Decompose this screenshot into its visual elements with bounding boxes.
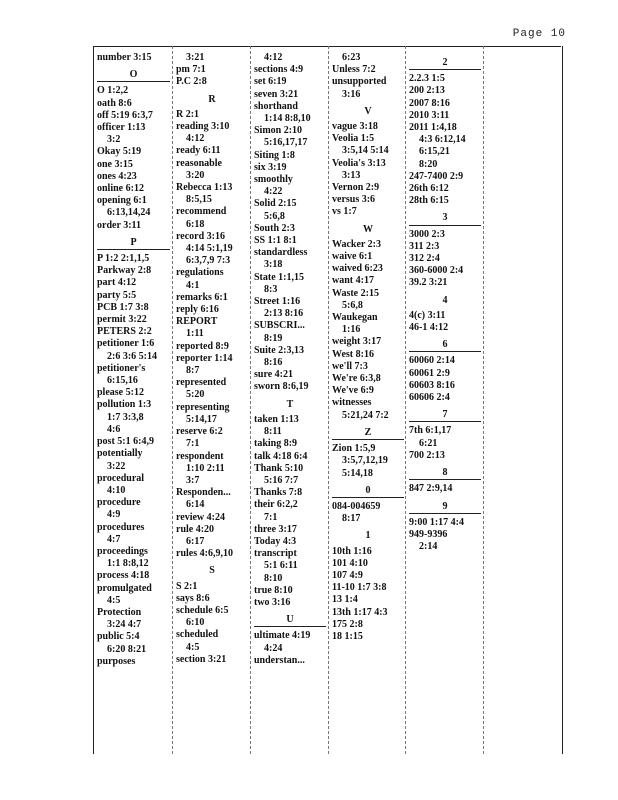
- index-entry-continuation: 4:5: [186, 641, 200, 653]
- index-entry: SUBSCRI...: [254, 320, 305, 332]
- index-entry: three 3:17: [254, 523, 297, 535]
- column-divider: [328, 46, 329, 754]
- index-entry: 13 1:4: [332, 594, 358, 606]
- index-entry: respondent: [176, 450, 224, 462]
- section-letter: W: [363, 223, 373, 235]
- index-entry: online 6:12: [97, 183, 144, 195]
- index-entry: remarks 6:1: [176, 291, 228, 303]
- section-letter: 7: [409, 409, 481, 422]
- index-entry: order 3:11: [97, 219, 141, 231]
- index-entry-continuation: 8:20: [419, 158, 438, 170]
- index-entry: 311 2:3: [409, 240, 440, 252]
- index-entry-continuation: 3:2: [107, 134, 121, 146]
- index-entry: procedural: [97, 472, 145, 484]
- index-entry-continuation: 3:16: [342, 88, 361, 100]
- index-entry-continuation: 4:12: [264, 52, 283, 63]
- index-entry: Unless 7:2: [332, 64, 376, 76]
- index-entry: scheduled: [176, 629, 219, 641]
- index-entry: taken 1:13: [254, 413, 299, 425]
- index-entry: petitioner 1:6: [97, 338, 155, 350]
- index-entry: party 5:5: [97, 289, 137, 301]
- index-entry: 4(c) 3:11: [409, 309, 446, 321]
- index-entry-continuation: 6:15,21: [419, 146, 450, 158]
- index-entry: Wacker 2:3: [332, 238, 381, 250]
- index-entry: representing: [176, 401, 230, 413]
- index-entry: PCB 1:7 3:8: [97, 301, 149, 313]
- index-entry-continuation: 8:16: [264, 357, 283, 369]
- index-entry: please 5:12: [97, 387, 144, 399]
- index-entry-continuation: 3:13: [342, 169, 361, 181]
- index-entry: Rebecca 1:13: [176, 182, 233, 194]
- index-entry: reply 6:16: [176, 304, 219, 316]
- index-entry-continuation: 3:21: [186, 52, 205, 63]
- index-entry: P 1:2 2:1,1,5: [97, 253, 150, 265]
- index-entry: seven 3:21: [254, 88, 299, 100]
- index-entry-continuation: 7:1: [264, 511, 278, 523]
- index-entry: Vernon 2:9: [332, 182, 380, 194]
- index-entry: potentially: [97, 448, 143, 460]
- index-entry-continuation: 5:20: [186, 389, 205, 401]
- index-entry-continuation: 8:19: [264, 332, 283, 344]
- index-entry: taking 8:9: [254, 438, 298, 450]
- index-entry: Responden...: [176, 487, 231, 499]
- index-entry: off 5:19 6:3,7: [97, 109, 153, 121]
- index-entry: We've 6:9: [332, 385, 374, 397]
- index-entry: their 6:2,2: [254, 499, 298, 511]
- index-entry: two 3:16: [254, 596, 291, 608]
- index-entry-continuation: 6:21: [419, 437, 438, 449]
- index-entry: 13th 1:17 4:3: [332, 606, 388, 618]
- index-entry: 60606 2:4: [409, 392, 450, 404]
- index-entry: 18 1:15: [332, 630, 363, 642]
- section-letter: O: [97, 69, 170, 82]
- index-entry: procedure: [97, 497, 141, 509]
- index-entry: rule 4:20: [176, 523, 215, 535]
- index-entry: Okay 5:19: [97, 146, 142, 158]
- index-entry-continuation: 1:11: [186, 328, 204, 340]
- section-letter: P: [97, 237, 170, 250]
- index-entry: 10th 1:16: [332, 545, 372, 557]
- index-entry: REPORT: [176, 316, 218, 328]
- index-entry-continuation: 8:11: [264, 426, 282, 438]
- index-entry-continuation: 4:24: [264, 642, 283, 654]
- index-entry: R 2:1: [176, 108, 200, 120]
- index-entry: part 4:12: [97, 277, 137, 289]
- index-entry: sworn 8:6,19: [254, 381, 309, 393]
- index-entry: 2010 3:11: [409, 109, 450, 121]
- index-entry: reserve 6:2: [176, 426, 223, 438]
- index-entry: true 8:10: [254, 584, 293, 596]
- index-entry: Waukegan: [332, 312, 378, 324]
- section-letter: 8: [409, 467, 481, 480]
- index-entry-continuation: 4:12: [186, 133, 205, 145]
- section-letter: 3: [409, 212, 481, 225]
- index-entry: section 3:21: [176, 653, 227, 665]
- index-entry: review 4:24: [176, 511, 225, 523]
- index-entry: versus 3:6: [332, 194, 376, 206]
- index-entry: Suite 2:3,13: [254, 344, 304, 356]
- index-entry: Parkway 2:8: [97, 265, 152, 277]
- section-letter: 2: [409, 57, 481, 70]
- index-entry-continuation: 8:17: [342, 513, 361, 525]
- index-entry-continuation: 4:6: [107, 423, 121, 435]
- index-entry-continuation: 5:14,18: [342, 467, 373, 479]
- index-column-2: [176, 52, 248, 666]
- column-divider: [405, 46, 406, 754]
- index-entry-continuation: 2:13 8:16: [264, 308, 304, 320]
- section-letter: 9: [409, 501, 481, 514]
- index-entry: pm 7:1: [176, 64, 206, 76]
- index-entry: regulations: [176, 267, 224, 279]
- index-entry: understan...: [254, 654, 305, 666]
- index-entry: waive 6:1: [332, 251, 373, 263]
- index-entry: sections 4:9: [254, 64, 304, 76]
- index-entry: schedule 6:5: [176, 604, 229, 616]
- index-entry-continuation: 4:5: [107, 594, 121, 606]
- index-entry: 60060 2:14: [409, 355, 455, 367]
- index-entry: 46-1 4:12: [409, 322, 449, 334]
- index-entry-continuation: 3:5,14 5:14: [342, 145, 389, 157]
- index-column-5: [409, 52, 481, 553]
- index-entry: recommend: [176, 206, 227, 218]
- index-entry: S 2:1: [176, 580, 198, 592]
- index-entry-continuation: 8:7: [186, 365, 200, 377]
- index-entry: post 5:1 6:4,9: [97, 436, 154, 448]
- index-entry: 847 2:9,14: [409, 483, 453, 495]
- column-divider: [250, 46, 251, 754]
- index-entry-continuation: 5:16 7:7: [264, 474, 299, 486]
- section-letter: T: [286, 398, 294, 410]
- index-entry: We're 6:3,8: [332, 373, 381, 385]
- index-entry: oath 8:6: [97, 97, 132, 109]
- section-letter: 4: [442, 294, 448, 306]
- index-column-3: [254, 52, 326, 667]
- index-entry: sure 4:21: [254, 369, 293, 381]
- section-letter: S: [209, 565, 215, 577]
- index-entry: proceedings: [97, 545, 148, 557]
- index-entry-continuation: 3:20: [186, 169, 205, 181]
- index-entry: 26th 6:12: [409, 183, 449, 195]
- index-entry-continuation: 6:23: [342, 52, 361, 63]
- index-entry: 107 4:9: [332, 569, 363, 581]
- index-entry-continuation: 2:14: [419, 541, 438, 553]
- index-entry-continuation: 3:5,7,12,19: [342, 455, 388, 467]
- column-divider: [483, 46, 484, 754]
- index-entry: Protection: [97, 606, 142, 618]
- index-entry: purposes: [97, 655, 136, 667]
- index-entry: 101 4:10: [332, 557, 368, 569]
- section-letter: 0: [332, 485, 404, 498]
- index-entry: want 4:17: [332, 275, 374, 287]
- index-entry-continuation: 1:16: [342, 324, 361, 336]
- index-entry-continuation: 4:22: [264, 186, 283, 198]
- index-entry: six 3:19: [254, 161, 287, 173]
- index-entry-continuation: 8:3: [264, 283, 278, 295]
- index-entry: SS 1:1 8:1: [254, 235, 297, 247]
- index-entry: transcript: [254, 548, 297, 560]
- index-entry: 084-004659: [332, 500, 381, 512]
- index-entry: waived 6:23: [332, 263, 383, 275]
- index-entry-continuation: 5:14,17: [186, 413, 217, 425]
- index-entry: 3000 2:3: [409, 228, 445, 240]
- section-letter: 1: [365, 530, 371, 542]
- index-entry: Today 4:3: [254, 535, 297, 547]
- index-entry-continuation: 6:10: [186, 617, 205, 629]
- index-entry: standardless: [254, 247, 308, 259]
- index-entry: Siting 1:8: [254, 149, 295, 161]
- index-column-1: [97, 52, 170, 668]
- index-entry: shorthand: [254, 100, 298, 112]
- index-entry-continuation: 4:10: [107, 484, 126, 496]
- index-entry: State 1:1,15: [254, 271, 304, 283]
- index-entry: rules 4:6,9,10: [176, 548, 233, 560]
- index-entry: one 3:15: [97, 158, 133, 170]
- index-entry: Simon 2:10: [254, 125, 303, 137]
- index-entry: says 8:6: [176, 592, 210, 604]
- index-entry-continuation: 5:6,8: [342, 299, 363, 311]
- index-entry: represented: [176, 377, 227, 389]
- index-entry: 60061 2:9: [409, 367, 450, 379]
- index-entry-continuation: 4:7: [107, 533, 121, 545]
- index-entry-continuation: 6:3,7,9 7:3: [186, 255, 231, 267]
- index-entry-continuation: 6:17: [186, 535, 205, 547]
- index-entry: petitioner's: [97, 362, 146, 374]
- index-entry: Zion 1:5,9: [332, 443, 376, 455]
- index-entry: 7th 6:1,17: [409, 425, 452, 437]
- index-entry: procedures: [97, 521, 145, 533]
- section-letter: Z: [332, 427, 404, 440]
- index-entry: 949-9396: [409, 528, 448, 540]
- index-entry: 11-10 1:7 3:8: [332, 582, 387, 594]
- index-entry-continuation: 4:1: [186, 279, 200, 291]
- index-entry: set 6:19: [254, 76, 287, 88]
- index-entry: reading 3:10: [176, 121, 230, 133]
- index-entry: officer 1:13: [97, 122, 146, 134]
- index-entry: 39.2 3:21: [409, 277, 448, 289]
- index-entry: process 4:18: [97, 570, 150, 582]
- index-entry: promulgated: [97, 582, 152, 594]
- index-entry-continuation: 6:18: [186, 218, 205, 230]
- index-entry-continuation: 4:9: [107, 509, 121, 521]
- index-entry-continuation: 3:24 4:7: [107, 619, 142, 631]
- index-entry: 2007 8:16: [409, 97, 450, 109]
- index-entry-continuation: 1:7 3:3,8: [107, 411, 144, 423]
- section-letter: V: [364, 105, 372, 117]
- index-entry-continuation: 3:22: [107, 460, 126, 472]
- index-entry-continuation: 5:16,17,17: [264, 137, 308, 149]
- index-entry-continuation: 2:6 3:6 5:14: [107, 350, 157, 362]
- index-entry: O 1:2,2: [97, 85, 129, 97]
- index-entry: 2.2.3 1:5: [409, 73, 445, 85]
- index-entry: pollution 1:3: [97, 399, 152, 411]
- index-entry: 700 2:13: [409, 449, 445, 461]
- index-entry: Waste 2:15: [332, 287, 379, 299]
- index-entry: 312 2:4: [409, 253, 440, 265]
- index-entry: vague 3:18: [332, 121, 378, 133]
- index-entry: Veolia's 3:13: [332, 157, 386, 169]
- index-entry: 9:00 1:17 4:4: [409, 516, 464, 528]
- index-entry: witnesses: [332, 397, 372, 409]
- index-entry-continuation: 6:14: [186, 499, 205, 511]
- index-entry: reasonable: [176, 157, 222, 169]
- index-entry: Street 1:16: [254, 296, 301, 308]
- index-entry: ready 6:11: [176, 145, 221, 157]
- index-entry-continuation: 1:14 8:8,10: [264, 113, 311, 125]
- index-entry: ultimate 4:19: [254, 630, 311, 642]
- index-entry: 28th 6:15: [409, 195, 449, 207]
- index-entry: unsupported: [332, 76, 387, 88]
- index-entry: South 2:3: [254, 222, 295, 234]
- index-entry-continuation: 5:1 6:11: [264, 560, 298, 572]
- index-entry-continuation: 5:21,24 7:2: [342, 409, 389, 421]
- index-entry: 247-7400 2:9: [409, 170, 464, 182]
- index-entry: PETERS 2:2: [97, 326, 152, 338]
- index-entry: smoothly: [254, 174, 293, 186]
- index-entry: weight 3:17: [332, 336, 382, 348]
- index-entry-continuation: 5:6,8: [264, 210, 285, 222]
- index-entry: West 8:16: [332, 348, 374, 360]
- index-entry: talk 4:18 6:4: [254, 450, 308, 462]
- index-column-4: [332, 52, 404, 643]
- index-entry: P.C 2:8: [176, 76, 207, 88]
- index-entry: we'll 7:3: [332, 360, 368, 372]
- section-letter: 6: [409, 339, 481, 352]
- index-entry: public 5:4: [97, 631, 140, 643]
- page-number: Page 10: [512, 28, 566, 40]
- index-entry-continuation: 6:15,16: [107, 375, 138, 387]
- index-entry: Thanks 7:8: [254, 487, 303, 499]
- index-entry: ones 4:23: [97, 170, 137, 182]
- index-entry: Solid 2:15: [254, 198, 297, 210]
- index-entry-continuation: 8:5,15: [186, 194, 212, 206]
- index-entry-continuation: 3:18: [264, 259, 283, 271]
- section-letter: R: [208, 93, 216, 105]
- index-entry: Veolia 1:5: [332, 133, 375, 145]
- index-entry: Thank 5:10: [254, 462, 304, 474]
- index-entry: 175 2:8: [332, 618, 363, 630]
- index-entry: vs 1:7: [332, 206, 357, 218]
- section-letter: U: [254, 614, 326, 627]
- index-entry: number 3:15: [97, 52, 152, 63]
- index-entry-continuation: 6:20 8:21: [107, 643, 147, 655]
- index-entry-continuation: 6:13,14,24: [107, 207, 151, 219]
- column-divider: [172, 46, 173, 754]
- index-entry-continuation: 4:14 5:1,19: [186, 243, 233, 255]
- index-entry: 360-6000 2:4: [409, 265, 464, 277]
- index-entry-continuation: 4:3 6:12,14: [419, 134, 466, 146]
- index-entry: record 3:16: [176, 230, 225, 242]
- index-entry: reporter 1:14: [176, 352, 233, 364]
- index-entry-continuation: 3:7: [186, 474, 200, 486]
- index-entry: opening 6:1: [97, 195, 147, 207]
- index-entry: 2011 1:4,18: [409, 122, 457, 134]
- index-entry-continuation: 7:1: [186, 438, 200, 450]
- index-entry-continuation: 1:1 8:8,12: [107, 558, 149, 570]
- index-entry-continuation: 8:10: [264, 572, 283, 584]
- index-entry: 200 2:13: [409, 85, 445, 97]
- index-entry: reported 8:9: [176, 340, 229, 352]
- index-entry: 60603 8:16: [409, 379, 455, 391]
- index-entry: permit 3:22: [97, 314, 147, 326]
- index-entry-continuation: 1:10 2:11: [186, 462, 225, 474]
